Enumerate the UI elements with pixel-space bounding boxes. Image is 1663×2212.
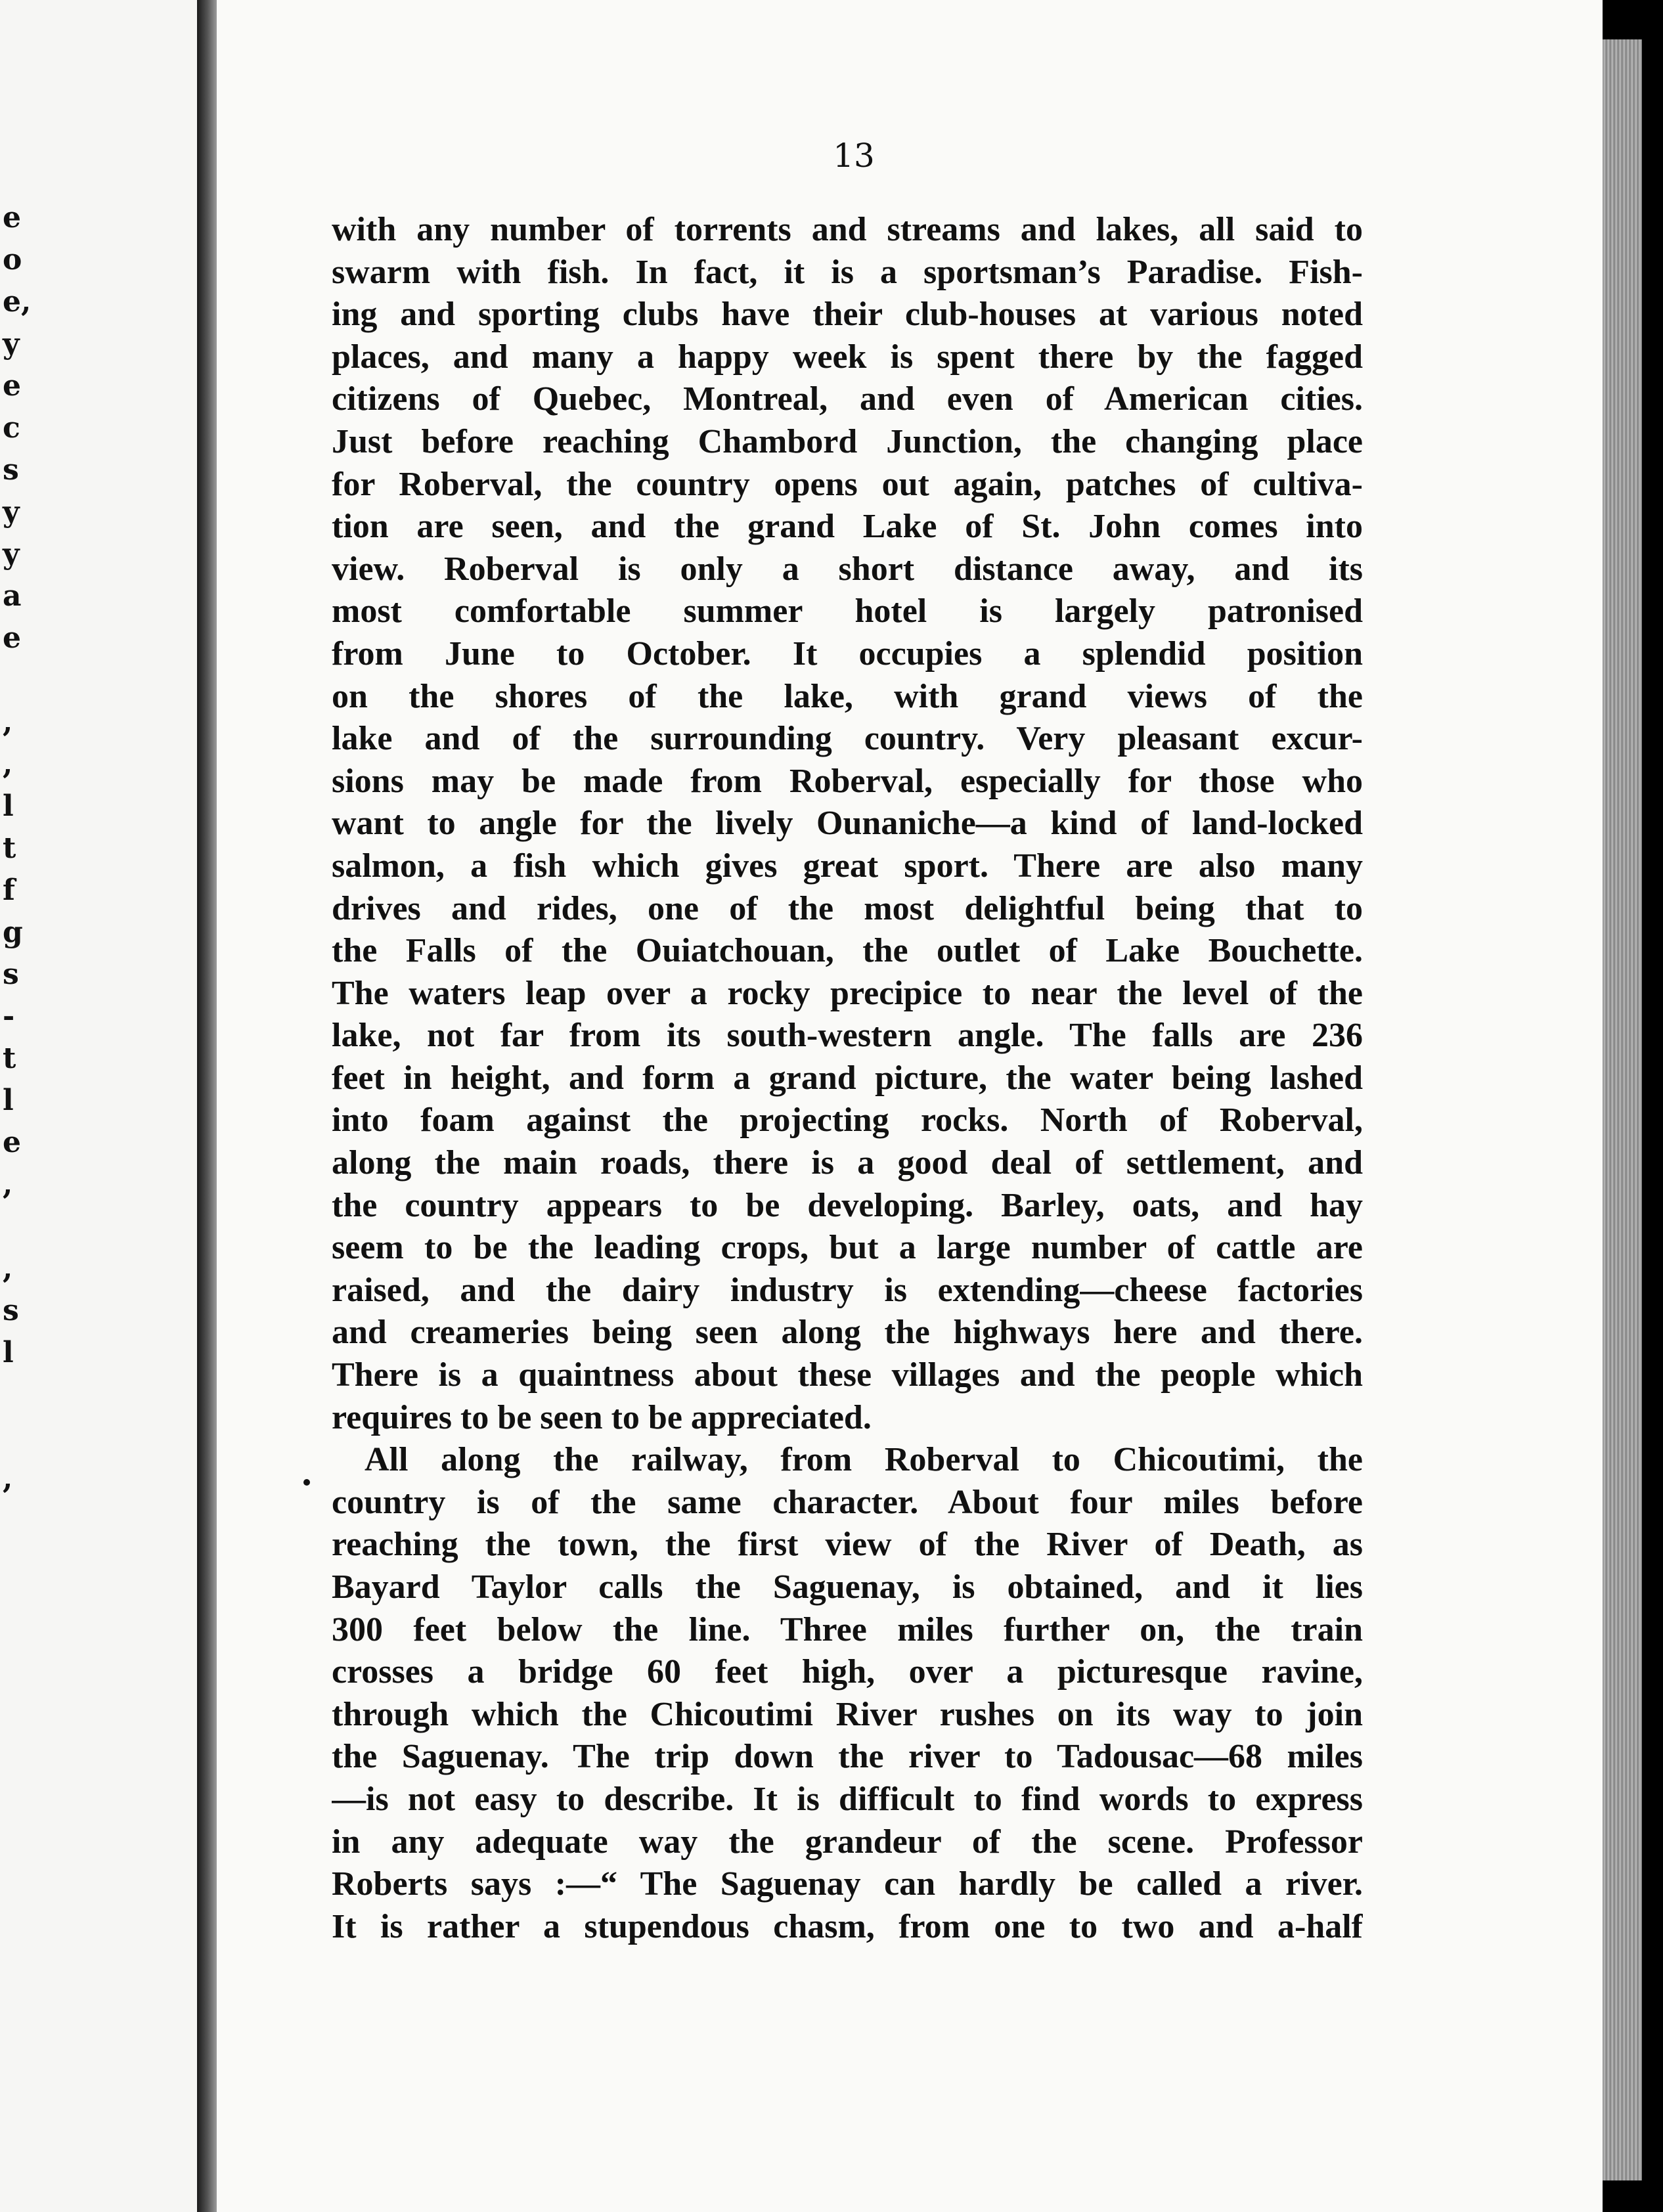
text-line: on the shores of the lake, with grand views of the — [332, 677, 1363, 715]
text-line: the country appears to be developing. Barley, oats, and hay — [332, 1186, 1363, 1224]
text-line: swarm with fish. In fact, it is a sportsman’s Paradise. Fish- — [332, 253, 1363, 291]
facing-page-char: s — [3, 958, 19, 991]
text-line: citizens of Quebec, Montreal, and even of American cities. — [332, 380, 1363, 418]
text-line: through which the Chicoutimi River rushes on its way to join — [332, 1695, 1363, 1733]
facing-page-char: y — [3, 537, 20, 571]
facing-page-char: - — [3, 1000, 15, 1033]
facing-page-char: o — [3, 243, 22, 276]
text-line: lake, not far from its south-western angle. The falls are 236 — [332, 1017, 1363, 1055]
facing-page-char — [3, 1206, 29, 1248]
text-line: There is a quaintness about these villages and the people which — [332, 1356, 1363, 1394]
text-line: raised, and the dairy industry is extending—cheese factories — [332, 1271, 1363, 1309]
text-line: the Saguenay. The trip down the river to Tadousac—68 miles — [332, 1738, 1363, 1776]
text-line: crosses a bridge 60 feet high, over a picturesque ravine, — [332, 1653, 1363, 1691]
text-line: —is not easy to describe. It is difficult to find words to express — [332, 1780, 1363, 1818]
facing-page-char: l — [3, 1336, 14, 1369]
text-line: Bayard Taylor calls the Saguenay, is obtained, and it lies — [332, 1568, 1363, 1606]
facing-page-char — [3, 1500, 29, 1542]
facing-page-text-fragments — [3, 197, 32, 1542]
facing-page-char: s — [3, 1294, 19, 1327]
facing-page-char: y — [3, 495, 20, 529]
text-line: from June to October. It occupies a splendid position — [332, 634, 1363, 673]
text-line-paragraph-start: All along the railway, from Roberval to Chicoutimi, the — [365, 1441, 1363, 1479]
text-line: sions may be made from Roberval, especially for those who — [332, 762, 1363, 800]
facing-page-char: a — [3, 579, 22, 613]
stray-ink-mark — [303, 1479, 310, 1486]
page-number: 13 — [833, 137, 875, 175]
text-line: 300 feet below the line. Three miles further on, the train — [332, 1610, 1363, 1648]
facing-page-char — [3, 1416, 29, 1458]
facing-page-char: e — [3, 1126, 21, 1159]
text-line: Roberts says :—“ The Saguenay can hardly be called a river. — [332, 1865, 1363, 1903]
facing-page-char: , — [3, 1168, 13, 1201]
text-line: drives and rides, one of the most delightful being that to — [332, 889, 1363, 927]
book-page-edges — [1603, 39, 1642, 2180]
text-line: most comfortable summer hotel is largely patronised — [332, 592, 1363, 630]
facing-page-char: s — [3, 453, 19, 487]
facing-page-char: l — [3, 1084, 14, 1117]
facing-page-char: e — [3, 369, 21, 403]
facing-page-char: e, — [3, 285, 32, 319]
text-line: requires to be seen to be appreciated. — [332, 1398, 872, 1436]
scan-border-right — [1642, 0, 1663, 2212]
text-line: the Falls of the Ouiatchouan, the outlet of Lake Bouchette. — [332, 932, 1363, 970]
text-line: want to angle for the lively Ounaniche—a kind of land-locked — [332, 805, 1363, 843]
facing-page-edge — [0, 0, 201, 2212]
facing-page-char — [3, 659, 29, 701]
facing-page-char: , — [3, 1252, 13, 1285]
facing-page-char: f — [3, 874, 15, 907]
facing-page-char: y — [3, 327, 20, 361]
text-line: seem to be the leading crops, but a large number of cattle are — [332, 1229, 1363, 1267]
text-line: for Roberval, the country opens out again, patches of cultiva- — [332, 465, 1363, 503]
text-line: reaching the town, the first view of the River of Death, as — [332, 1526, 1363, 1564]
facing-page-char: , — [3, 747, 13, 781]
text-line: Just before reaching Chambord Junction, the changing place — [332, 422, 1363, 460]
text-line: feet in height, and form a grand picture, the water being lashed — [332, 1059, 1363, 1097]
text-line: salmon, a fish which gives great sport. There are also many — [332, 847, 1363, 885]
facing-page-char: e — [3, 201, 21, 234]
text-line: into foam against the projecting rocks. North of Roberval, — [332, 1101, 1363, 1139]
facing-page-char: c — [3, 411, 20, 445]
facing-page-char: l — [3, 789, 14, 823]
facing-page-char: t — [3, 831, 16, 865]
text-line: places, and many a happy week is spent there by the fagged — [332, 338, 1363, 376]
facing-page-char: , — [3, 705, 13, 739]
text-line: and creameries being seen along the highways here and there. — [332, 1314, 1363, 1352]
text-line: It is rather a stupendous chasm, from one to two and a-half — [332, 1907, 1363, 1945]
text-line: in any adequate way the grandeur of the scene. Professor — [332, 1823, 1363, 1861]
facing-page-char — [3, 1374, 29, 1416]
text-line: tion are seen, and the grand Lake of St. John comes into — [332, 508, 1363, 546]
facing-page-char: , — [3, 1462, 13, 1495]
text-line: The waters leap over a rocky precipice to near the level of the — [332, 974, 1363, 1012]
facing-page-char: t — [3, 1042, 16, 1075]
body-text — [332, 209, 1363, 1948]
text-line: view. Roberval is only a short distance away, and its — [332, 550, 1363, 588]
text-line: along the main roads, there is a good deal of settlement, and — [332, 1144, 1363, 1182]
text-line: ing and sporting clubs have their club-houses at various noted — [332, 296, 1363, 334]
text-line: country is of the same character. About four miles before — [332, 1483, 1363, 1521]
facing-page-char: e — [3, 621, 21, 655]
text-line: lake and of the surrounding country. Very pleasant excur- — [332, 720, 1363, 758]
text-line: with any number of torrents and streams and lakes, all said to — [332, 211, 1363, 248]
facing-page-char: g — [3, 916, 23, 949]
